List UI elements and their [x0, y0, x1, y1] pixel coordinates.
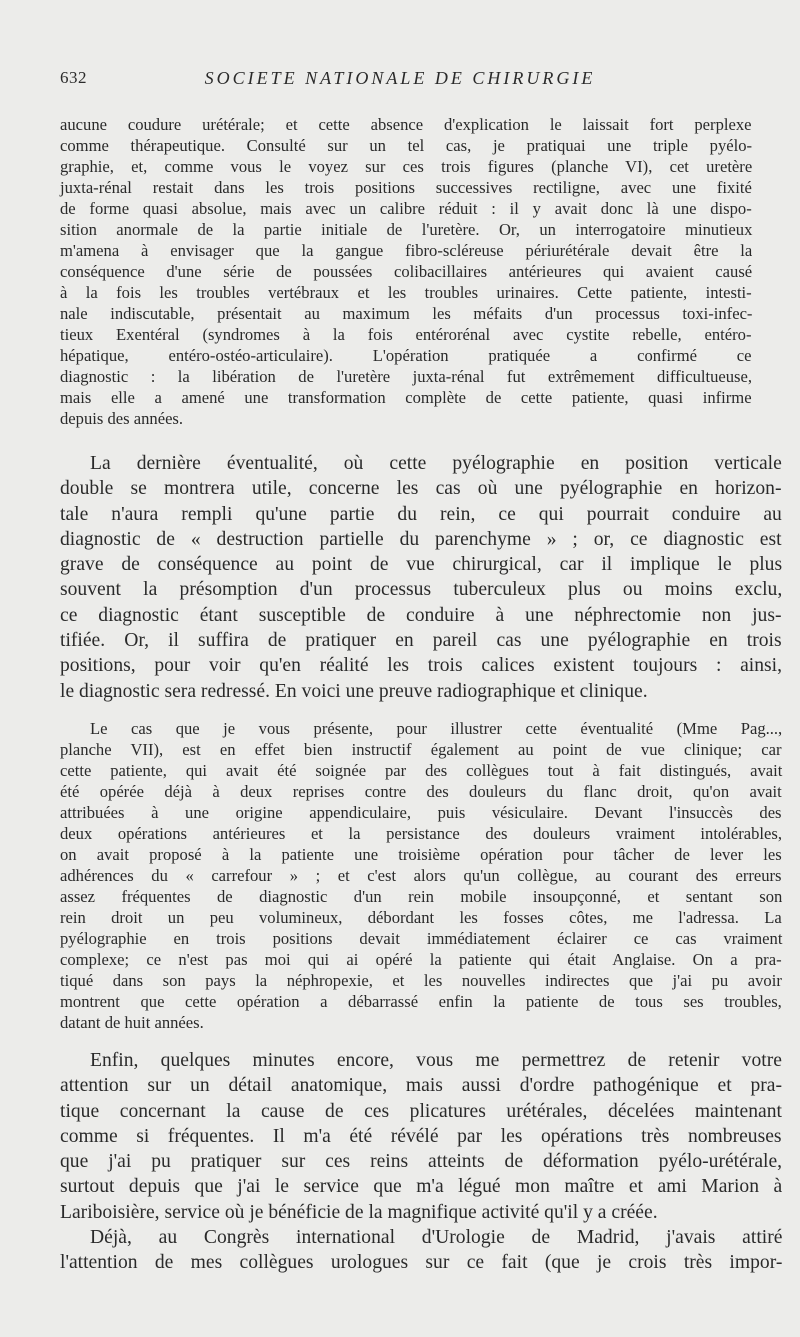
text-line: diagnostic : la libération de l'uretère juxta-rénal fut extrêmement difficultueuse,: [60, 367, 753, 386]
text-line: complexe; ce n'est pas moi qui ai opéré la patiente qui était Anglaise. On a pra-: [60, 950, 782, 969]
text-line: grave de conséquence au point de vue chirurgical, car il implique le plus: [60, 554, 783, 576]
text-line: surtout depuis que j'ai le service que m'a légué mon maître et ami Marion à: [60, 1176, 783, 1198]
text-line: été opérée déjà à deux reprises contre des douleurs du flanc droit, qu'on avait: [60, 782, 782, 801]
text-line: hépatique, entéro-ostéo-articulaire). L'opération pratiquée a confirmé ce: [60, 346, 752, 365]
text-line: depuis des années.: [60, 409, 184, 428]
text-line: souvent la présomption d'un processus tuberculeux plus ou moins exclu,: [60, 579, 783, 601]
text-line: nale indiscutable, présentait au maximum les méfaits d'un processus toxi-infec-: [60, 304, 753, 323]
text-line: sition anormale de la partie initiale de l'uretère. Or, un interrogatoire minutieux: [60, 220, 753, 239]
text-line: planche VII), est en effet bien instructif également au point de vue clinique; car: [60, 740, 782, 759]
text-line: Le cas que je vous présente, pour illustrer cette éventualité (Mme Pag...,: [90, 719, 783, 738]
text-line: tique concernant la cause de ces plicatures urétérales, décelées maintenant: [60, 1100, 782, 1122]
text-line: graphie, et, comme vous le voyez sur ces trois figures (planche VI), cet uretère: [60, 157, 753, 176]
paragraph-5: [60, 1225, 782, 1276]
text-line: tifiée. Or, il suffira de pratiquer en pareil cas une pyélographie en trois: [60, 630, 782, 652]
text-line: aucune coudure urétérale; et cette absence d'explication le laissait fort perplexe: [60, 115, 752, 134]
text-line: que j'ai pu pratiquer sur ces reins atteints de déformation pyélo-urétérale,: [60, 1151, 783, 1173]
text-line: mais elle a amené une transformation complète de cette patiente, quasi infirme: [60, 388, 752, 407]
text-line: tale n'aura rempli qu'une partie du rein, ce qui pourrait conduire au: [60, 503, 782, 525]
text-line: juxta-rénal restait dans les trois positions successives rectiligne, avec une fixité: [60, 178, 752, 197]
text-line: comme thérapeutique. Consulté sur un tel cas, je pratiquai une triple pyélo-: [60, 136, 753, 155]
text-line: ce diagnostic étant susceptible de conduire à une néphrectomie non jus-: [60, 604, 782, 626]
text-line: m'amena à envisager que la gangue fibro-scléreuse périurétérale devait être la: [60, 241, 753, 260]
text-line: tiqué dans son pays la néphropexie, et les nouvelles indirectes que j'ai pu avoir: [60, 971, 782, 990]
running-head: SOCIETE NATIONALE DE CHIRURGIE: [204, 68, 596, 88]
paragraph-4: [60, 1048, 782, 1225]
text-line: attribuées à une origine appendiculaire, puis vésiculaire. Devant l'insuccès des: [60, 803, 782, 822]
text-line: cette patiente, qui avait été soignée par des collègues tout à fait distingués, avait: [60, 761, 783, 780]
text-line: montrent que cette opération a débarrassé enfin la patiente de tous ses troubles,: [60, 992, 782, 1011]
text-line: positions, pour voir qu'en réalité les trois calices existent toujours : ainsi,: [60, 655, 783, 677]
text-line: datant de huit années.: [60, 1013, 204, 1032]
text-line: diagnostic de « destruction partielle du parenchyme » ; or, ce diagnostic est: [60, 528, 782, 550]
text-line: adhérences du « carrefour » ; et c'est alors qu'un collègue, au courant des erreurs: [60, 866, 782, 885]
text-line: attention sur un détail anatomique, mais aussi d'ordre pathogénique et pra-: [60, 1075, 783, 1097]
paragraph-2: [60, 451, 782, 704]
page-header: [60, 68, 740, 92]
text-line: tieux Exentéral (syndromes à la fois entérorénal avec cystite rebelle, entéro-: [60, 325, 752, 344]
text-line: à la fois les troubles vertébraux et les troubles urinaires. Cette patiente, intesti-: [60, 283, 752, 302]
text-line: conséquence d'une série de poussées colibacillaires antérieures qui avaient causé: [60, 262, 753, 281]
text-line: pyélographie en trois positions devait immédiatement éclairer ce cas vraiment: [60, 929, 783, 948]
text-line: on avait proposé à la patiente une troisième opération pour tâcher de lever les: [60, 845, 782, 864]
text-line: Déjà, au Congrès international d'Urologie de Madrid, j'avais attiré: [90, 1227, 783, 1248]
paragraph-3: [60, 718, 782, 1033]
text-line: rein droit un peu volumineux, débordant les fosses côtes, me l'adressa. La: [60, 908, 782, 927]
text-line: assez fréquentes de diagnostic d'un rein mobile insoupçonné, et sentant son: [60, 887, 783, 906]
text-line: comme si fréquentes. Il m'a été révélé par les opérations très nombreuses: [60, 1125, 782, 1147]
text-line: le diagnostic sera redressé. En voici une preuve radiographique et clinique.: [60, 680, 648, 702]
text-line: double se montrera utile, concerne les cas où une pyélographie en horizon-: [60, 478, 782, 500]
text-line: La dernière éventualité, où cette pyélographie en position verticale: [90, 453, 782, 474]
text-line: l'attention de mes collègues urologues sur ce fait (que je crois très impor-: [60, 1252, 783, 1274]
text-line: Enfin, quelques minutes encore, vous me permettrez de retenir votre: [90, 1050, 782, 1071]
page-number: 632: [60, 68, 87, 87]
paragraph-1: [60, 114, 752, 429]
text-line: deux opérations antérieures et la persistance des douleurs vraiment intolérables,: [60, 824, 782, 843]
text-line: Lariboisière, service où je bénéficie de la magnifique activité qu'il y a créée.: [60, 1201, 658, 1223]
text-line: de forme quasi absolue, mais avec un calibre réduit : il y avait donc là une dispo-: [60, 199, 752, 218]
